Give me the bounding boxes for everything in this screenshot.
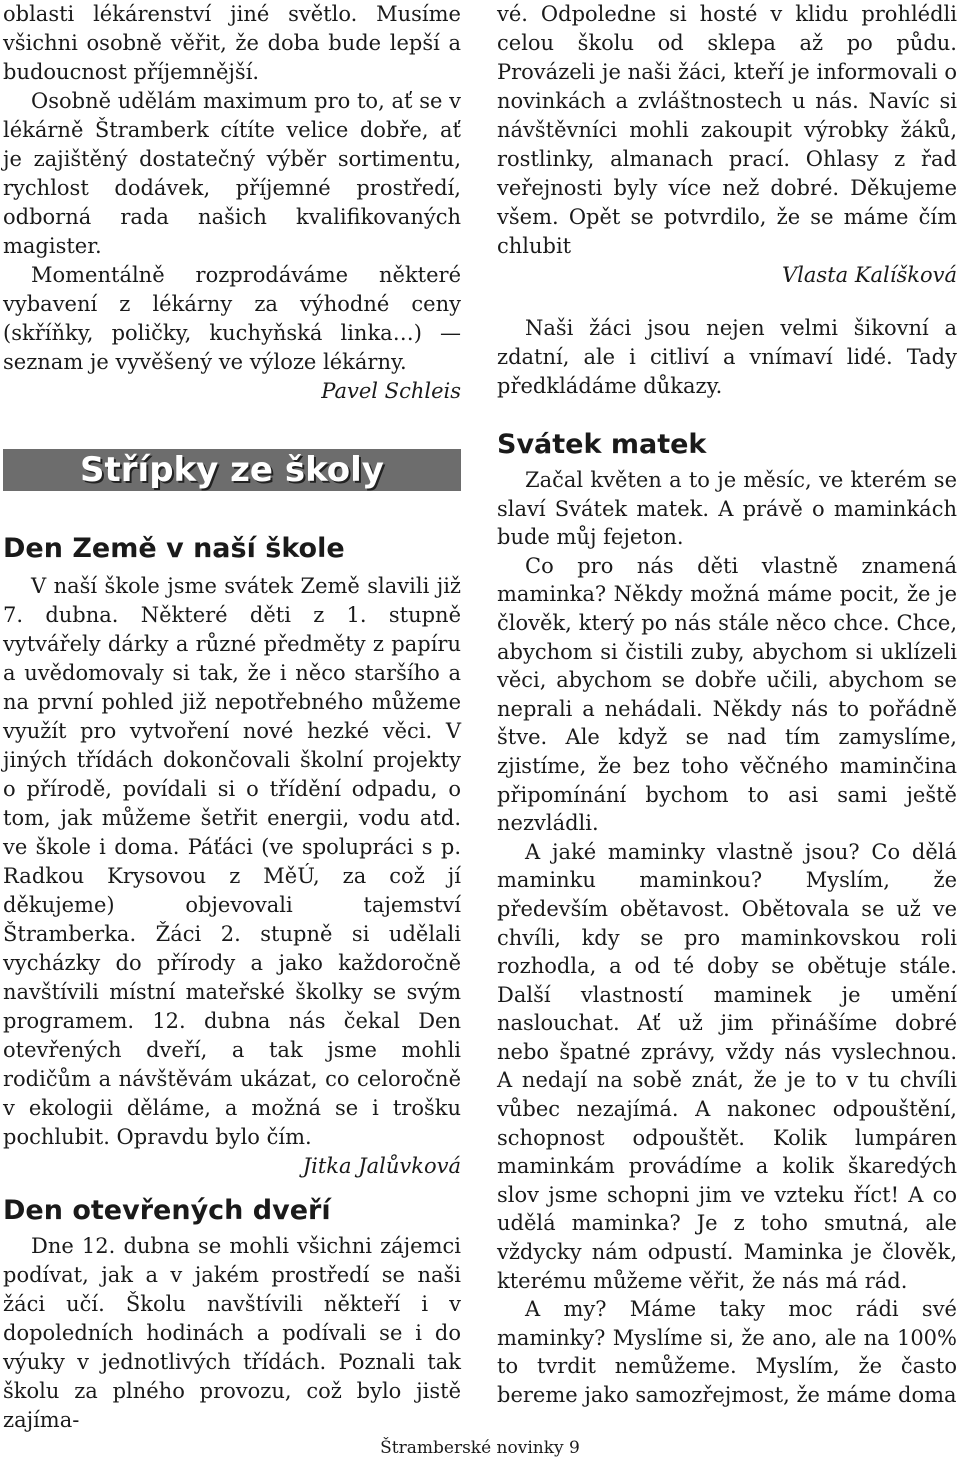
left-column [3, 0, 461, 406]
svatek-paragraph-1: Začal květen a to je měsíc, ve kterém se slaví Svátek matek. A právě o maminkách bude můj fejeton. [497, 468, 957, 550]
section-svatek-matek [497, 428, 957, 1410]
section-title-den-zeme: Den Země v naší škole [3, 533, 345, 564]
section-title-svatek-matek: Svátek matek [497, 429, 707, 460]
right-column [497, 0, 957, 401]
section-text-den-zeme: V naší škole jsme svátek Země slavili již 7. dubna. Některé děti z 1. stupně vytvářely dárky a různé předměty z papíru a uvědomovaly si tak, že i něco staršího a na první pohled již nepotřebného můžeme využít pro vytvoření nové hezké věci. V jiných třídách dokončovali školní projekty o přírodě, povídali si o třídění odpadu, o tom, jak můžeme šetřit energii, vodu atd. ve škole i doma. Páťáci (ve spolupráci s p. Radkou Krysovou z MěÚ, za což jí děkujeme) objevovali tajemství Štramberka. Žáci 2. stupně si udělali vycházky do přírody a jako každoročně navštívili místní mateřské školky se svým programem. 12. dubna nás čekal Den otevřených dveří, a tak jsme mohli rodičům a návštěvám ukázat, co celoročně v ekologii děláme, a možná se i trošku pochlubit. Opravdu bylo čím. [3, 574, 461, 1149]
section-den-otevrenych-dveri [3, 1194, 461, 1435]
svatek-paragraph-2: Co pro nás děti vlastně znamená maminka? Někdy možná máme pocit, že je člověk, který po nás stále něco chce. Chce, abychom si čistili zuby, abychom si uklízeli věci, abychom se dobře učili, abychom se neprali a nehádali. Někdy nás to pořádně štve. Ale když se nad tím zamyslíme, zjistíme, že bez toho věčného maminčina připomínání bychom to asi sami ještě nezvládli. [497, 553, 957, 836]
page-footer: Štramberské novinky 9 [380, 1438, 580, 1458]
svatek-paragraph-4: A my? Máme taky moc rádi své maminky? Myslíme si, že ano, ale na 100% to tvrdit nemůžeme. Myslím, že často bereme jako samozřejmost, že máme doma [497, 1297, 957, 1407]
note-text: Naši žáci jsou nejen velmi šikovní a zdatní, ale i citliví a vnímaví lidé. Tady předkládáme důkazy. [497, 316, 957, 398]
intro-paragraph-2: Osobně udělám maximum pro to, ať se v lékárně Štramberk cítíte velice dobře, ať je zajištěný dostatečný výběr sortimentu, rychlost dodávek, příjemné prostředí, odborná rada našich kvalifikovaných magister. [3, 89, 461, 258]
section-den-zeme [3, 532, 461, 1181]
section-title-den-otevrenych-dveri: Den otevřených dveří [3, 1195, 331, 1226]
intro-signature: Pavel Schleis [321, 379, 461, 403]
section-text-den-otevrenych-dveri: Dne 12. dubna se mohli všichni zájemci podívat, jak a v jakém prostředí se naši žáci učí. Školu navštívili někteří i v dopoledních hodinách a podívali se i do výuky v jednotlivých třídách. Poznali tak školu za plného provozu, což bylo jistě zajíma- [3, 1234, 461, 1432]
signature-den-zeme: Jitka Jalůvková [302, 1154, 461, 1178]
intro-paragraph-3: Momentálně rozprodáváme některé vybavení z lékárny za výhodné ceny (skříňky, poličky, kuchyňská linka…) — seznam je vyvěšený ve výloze lékárny. [3, 263, 461, 374]
continuation-signature: Vlasta Kalíšková [782, 263, 957, 287]
intro-paragraph-1: oblasti lékárenství jiné světlo. Musíme všichni osobně věřit, že doba bude lepší a budoucnost příjemnější. [3, 2, 461, 84]
section-banner: Střípky ze školy [3, 449, 461, 491]
continuation-text: vé. Odpoledne si hosté v klidu prohlédli celou školu od sklepa až po půdu. Provázeli je naši žáci, kteří je informovali o novinkách a zvláštnostech u nás. Navíc si návštěvníci mohli zakoupit výrobky žáků, rostlinky, almanach prací. Ohlasy z řad veřejnosti byly více než dobré. Děkujeme všem. Opět se potvrdilo, že se máme čím chlubit [497, 2, 957, 258]
svatek-paragraph-3: A jaké maminky vlastně jsou? Co dělá maminku maminkou? Myslím, že především obětavost. Obětovala se už ve chvíli, kdy se pro maminkovskou roli rozhodla, a od té doby se obětuje stále. Další vlastností maminek je umění naslouchat. Ať už jim přinášíme dobré nebo špatné zprávy, vždy nás vyslechnou. A nedají na sobě znát, že je to v tu chvíli vůbec nezajímá. A nakonec odpouštění, schopnost odpouštět. Kolik lumpáren maminkám provádíme a kolik škaredých slov jsme schopni jim ve vzteku říct! A co udělá maminka? Je z toho smutná, ale vždycky nám odpustí. Maminka je člověk, kterému můžeme věřit, že nás má rád. [497, 839, 957, 1293]
